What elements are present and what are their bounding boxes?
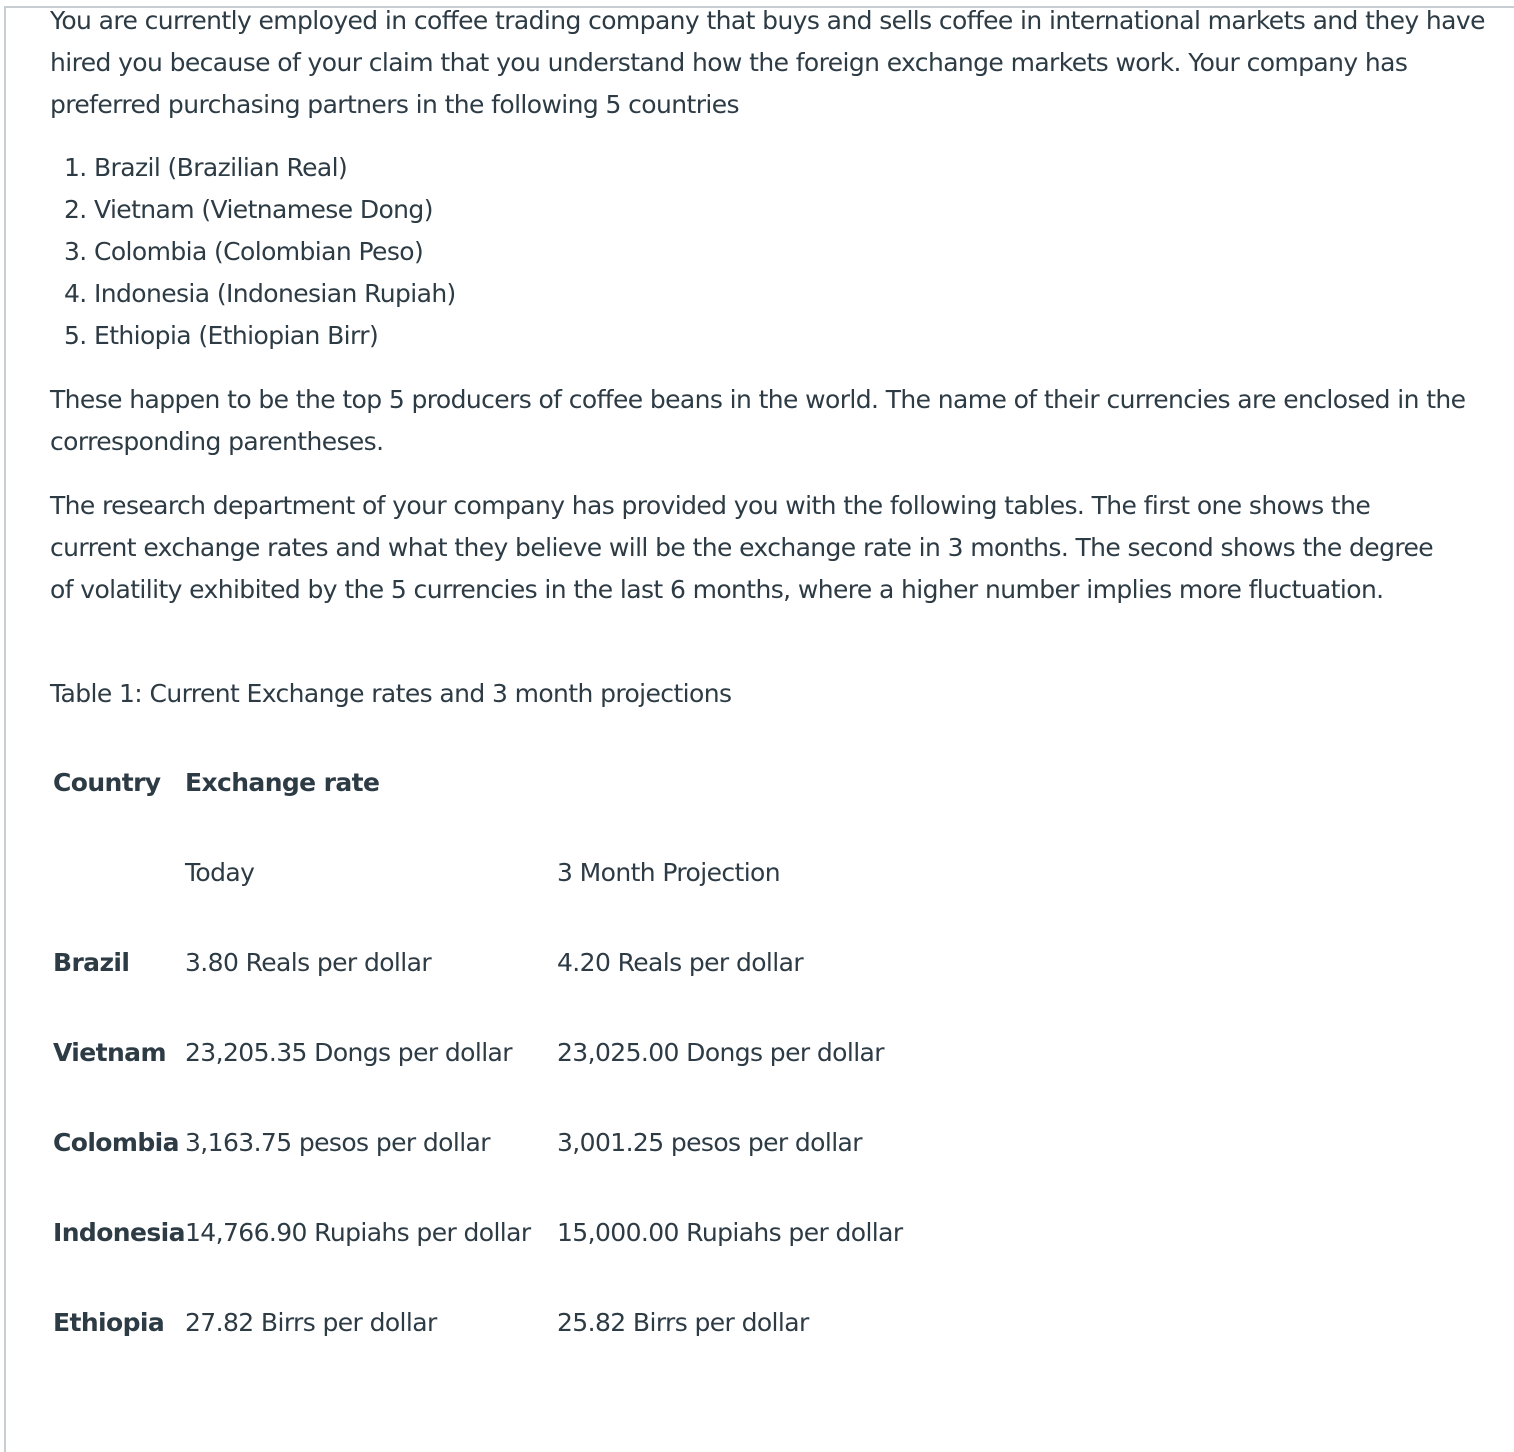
header-exchange-rate: Exchange rate — [185, 768, 380, 797]
row-country: Ethiopia — [53, 1308, 165, 1337]
list-item: 4. Indonesia (Indonesian Rupiah) — [64, 279, 456, 308]
table-caption: Table 1: Current Exchange rates and 3 month projections — [50, 679, 732, 708]
intro-paragraph: You are currently employed in coffee trading company that buys and sells coffee in international markets and they have hired you because of your claim that you understand how the foreign exchange markets work. Your company has preferred purchasing partners in the following 5 countries — [50, 6, 1485, 119]
row-projection: 15,000.00 Rupiahs per dollar — [557, 1218, 903, 1247]
list-item: 5. Ethiopia (Ethiopian Birr) — [64, 321, 379, 350]
producers-paragraph: These happen to be the top 5 producers of coffee beans in the world. The name of their currencies are enclosed in the corresponding parentheses. — [50, 385, 1466, 456]
research-paragraph: The research department of your company has provided you with the following tables. The first one shows the current exchange rates and what they believe will be the exchange rate in 3 months. The second shows the degree of volatility exhibited by the 5 currencies in the last 6 months, where a higher number implies more fluctuation. — [50, 491, 1434, 604]
row-projection: 3,001.25 pesos per dollar — [557, 1128, 862, 1157]
list-item: 1. Brazil (Brazilian Real) — [64, 153, 348, 182]
subheader-projection: 3 Month Projection — [557, 858, 780, 887]
row-today: 23,205.35 Dongs per dollar — [185, 1038, 512, 1067]
row-projection: 4.20 Reals per dollar — [557, 948, 804, 977]
country-list — [64, 147, 456, 357]
row-country: Indonesia — [53, 1218, 185, 1247]
list-item: 3. Colombia (Colombian Peso) — [64, 237, 424, 266]
row-projection: 23,025.00 Dongs per dollar — [557, 1038, 884, 1067]
row-today: 14,766.90 Rupiahs per dollar — [185, 1218, 531, 1247]
row-country: Brazil — [53, 948, 130, 977]
row-today: 3,163.75 pesos per dollar — [185, 1128, 490, 1157]
row-country: Colombia — [53, 1128, 179, 1157]
row-country: Vietnam — [53, 1038, 166, 1067]
row-today: 3.80 Reals per dollar — [185, 948, 432, 977]
row-projection: 25.82 Birrs per dollar — [557, 1308, 809, 1337]
subheader-today: Today — [185, 858, 255, 887]
list-item: 2. Vietnam (Vietnamese Dong) — [64, 195, 433, 224]
row-today: 27.82 Birrs per dollar — [185, 1308, 437, 1337]
header-country: Country — [53, 768, 161, 797]
